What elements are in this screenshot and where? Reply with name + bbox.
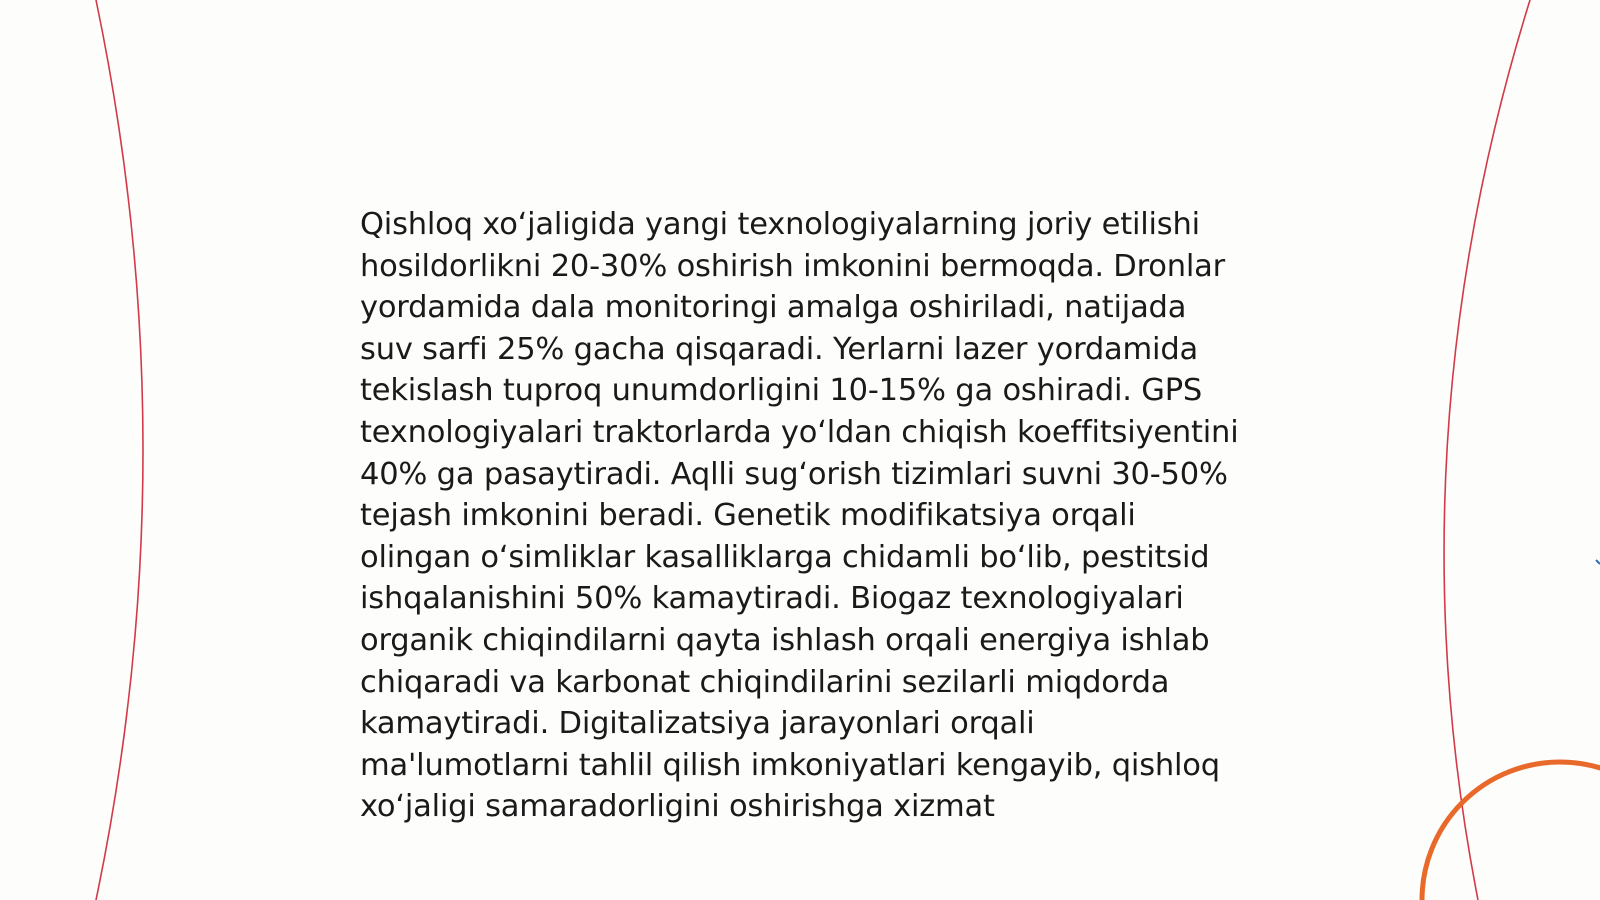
orange-circle-decoration: [1422, 762, 1600, 900]
left-arc-decoration: [96, 0, 143, 900]
slide-body-text: Qishloq xo‘jaligida yangi texnologiyalarning joriy etilishi hosildorlikni 20-30% oshirish imkonini bermoqda. Dronlar yordamida dala monitoringi amalga oshiriladi, natijada suv sarfi 25% gacha qisqaradi. Yerlarni lazer yordamida tekislash tuproq unumdorligini 10-15% ga oshiradi. GPS texnologiyalari traktorlarda yo‘ldan chiqish koeffitsiyentini 40% ga pasaytiradi. Aqlli sug‘orish tizimlari suvni 30-50% tejash imkonini beradi. Genetik modifikatsiya orqali olingan o‘simliklar kasalliklarga chidamli bo‘lib, pestitsid ishqalanishini 50% kamaytiradi. Biogaz texnologiyalari organik chiqindilarni qayta ishlash orqali energiya ishlab chiqaradi va karbonat chiqindilarini sezilarli miqdorda kamaytiradi. Digitalizatsiya jarayonlari orqali ma'lumotlarni tahlil qilish imkoniyatlari kengayib, qishloq xo‘jaligi samaradorligini oshirishga xizmat: [360, 207, 1239, 825]
right-arc-decoration: [1444, 0, 1530, 900]
blue-tick-decoration: [1596, 560, 1600, 564]
